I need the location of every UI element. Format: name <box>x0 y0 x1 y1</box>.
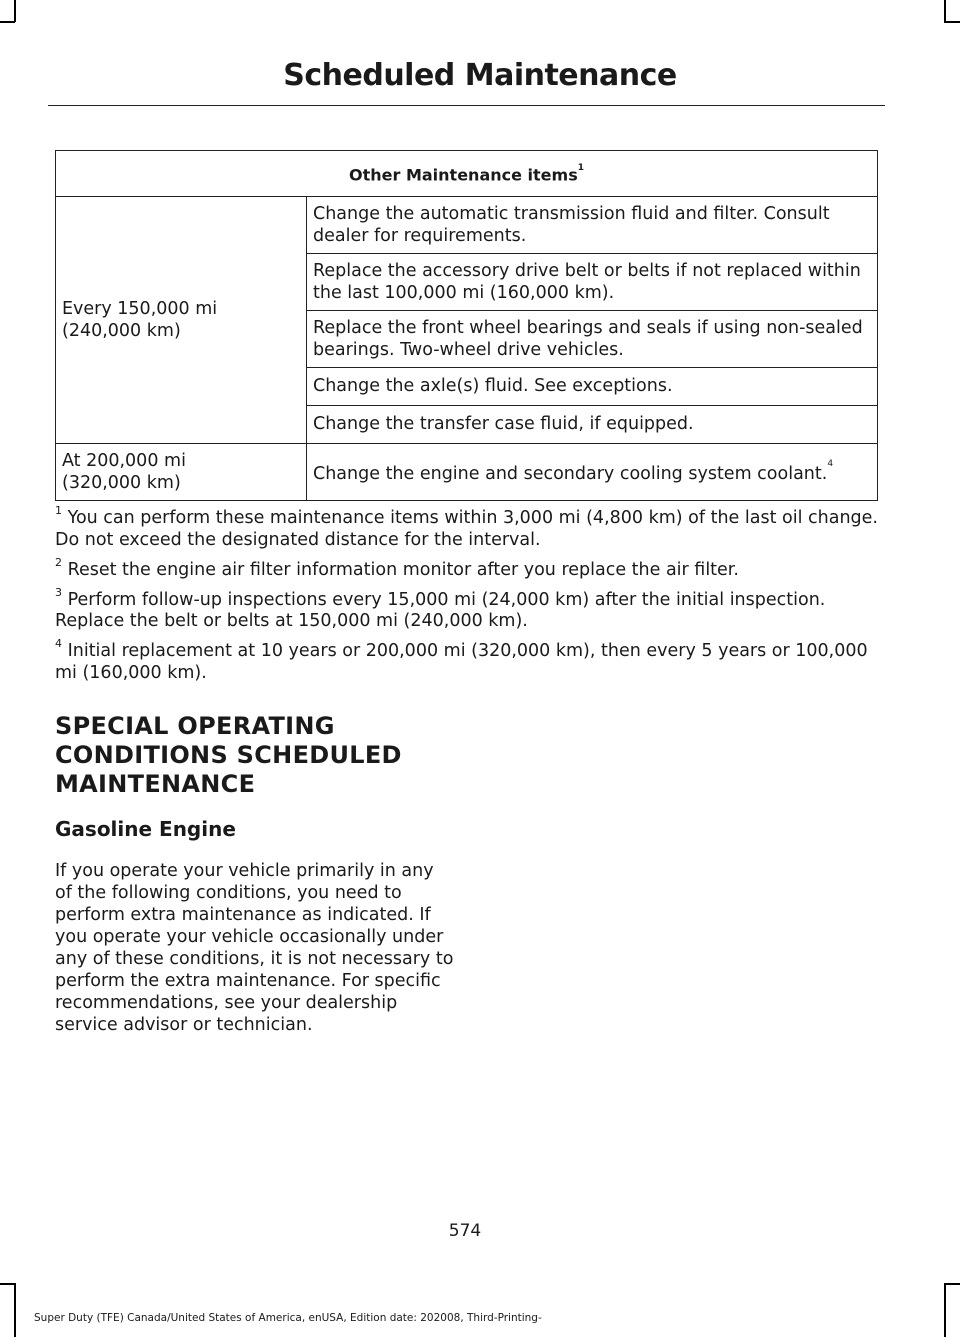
table-row <box>56 444 878 501</box>
body-paragraph: If you operate your vehicle primarily in any of the following conditions, you need to perform extra maintenance as indicated. If you operate your vehicle occasionally under any of these conditions, it is not necessary to perform the extra maintenance. For specific recommendations, see your dealership service advisor or technician. <box>55 861 454 1035</box>
crop-mark <box>0 1283 15 1285</box>
section-heading-line: MAINTENANCE <box>55 770 256 798</box>
footnote-text: Initial replacement at 10 years or 200,000 mi (320,000 km), then every 5 years or 100,000 mi (160,000 km). <box>55 641 868 684</box>
interval-line: Every 150,000 mi <box>62 299 218 319</box>
task-text: Change the engine and secondary cooling system coolant. <box>313 463 828 484</box>
interval-cell <box>56 197 307 444</box>
section-heading-line: CONDITIONS SCHEDULED <box>55 741 402 769</box>
task-text: Change the transfer case fluid, if equipped. <box>313 414 694 434</box>
footnote-number: 4 <box>55 637 62 651</box>
crop-mark <box>944 1283 960 1285</box>
page-title: Scheduled Maintenance <box>283 58 677 93</box>
task-cell <box>307 444 878 501</box>
interval-line: At 200,000 mi <box>62 451 186 471</box>
crop-mark <box>0 21 15 23</box>
table-row <box>56 197 878 254</box>
footnote <box>55 635 890 684</box>
task-text: Change the automatic transmission fluid and filter. Consult dealer for requirements. <box>313 203 830 246</box>
section-heading-line: SPECIAL OPERATING <box>55 712 335 740</box>
maintenance-table <box>55 150 878 501</box>
table-heading-note: 1 <box>577 162 584 173</box>
task-cell <box>307 254 878 311</box>
task-cell <box>307 406 878 444</box>
section-heading <box>55 712 475 799</box>
interval-line: (320,000 km) <box>62 473 181 493</box>
crop-mark <box>944 21 960 23</box>
task-text: Replace the front wheel bearings and seals if using non-sealed bearings. Two-wheel drive vehicles. <box>313 317 863 360</box>
interval-line: (240,000 km) <box>62 321 181 341</box>
footnote-number: 1 <box>55 504 62 517</box>
edition-line: Super Duty (TFE) Canada/United States of America, enUSA, Edition date: 202008, Third-Printing- <box>34 1312 542 1324</box>
table-header-row <box>56 151 878 197</box>
task-cell <box>307 197 878 254</box>
task-cell <box>307 311 878 368</box>
footnote <box>55 554 890 581</box>
footnote-number: 2 <box>55 555 62 569</box>
table-heading <box>56 151 878 197</box>
footnotes <box>55 502 890 687</box>
footnote <box>55 502 890 551</box>
title-divider <box>48 105 885 106</box>
task-note: 4 <box>827 458 834 469</box>
task-cell <box>307 368 878 406</box>
crop-mark <box>944 0 946 22</box>
crop-mark <box>944 1283 946 1337</box>
footnote-number: 3 <box>55 585 62 599</box>
task-text: Replace the accessory drive belt or belts if not replaced within the last 100,000 mi (160,000 km). <box>313 260 861 303</box>
crop-mark <box>14 1283 16 1337</box>
footnote <box>55 584 890 633</box>
footnote-text: You can perform these maintenance items within 3,000 mi (4,800 km) of the last oil change. Do not exceed the designated distance for the interval. <box>55 507 878 550</box>
footnote-text: Perform follow-up inspections every 15,000 mi (24,000 km) after the initial inspection. Replace the belt or belts at 150,000 mi (240,000 km). <box>55 589 826 632</box>
footnote-text: Reset the engine air filter information monitor after you replace the air filter. <box>67 559 739 580</box>
task-text: Change the axle(s) fluid. See exceptions. <box>313 376 673 396</box>
table-heading-label: Other Maintenance items <box>349 165 578 185</box>
page-number: 574 <box>448 1221 482 1241</box>
interval-cell <box>56 444 307 501</box>
subheading: Gasoline Engine <box>55 817 236 841</box>
crop-mark <box>14 0 16 22</box>
